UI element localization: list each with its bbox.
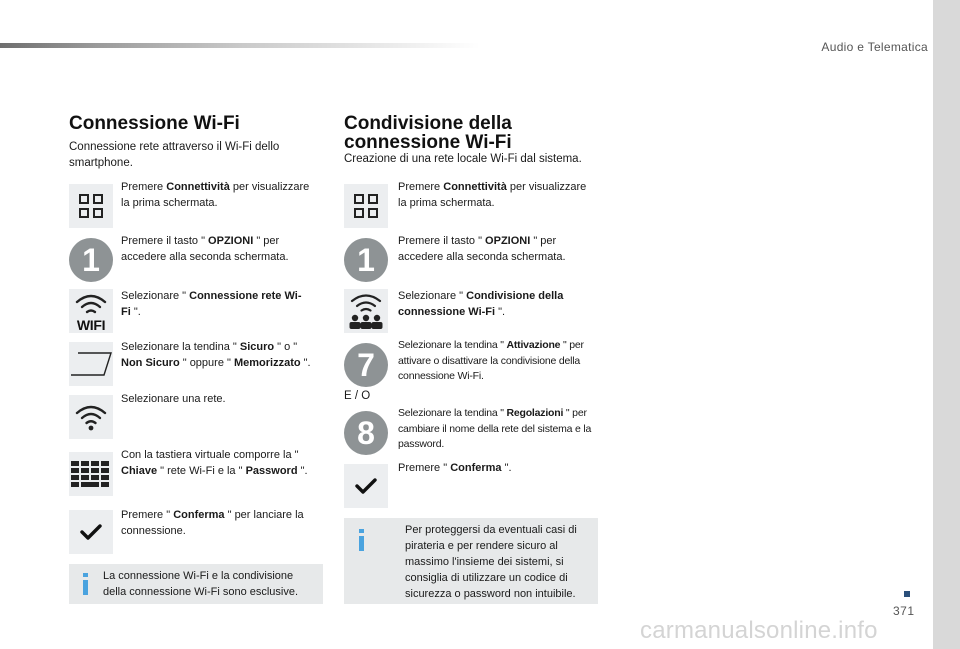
page-edge-strip [933,0,960,649]
wifi-people-icon [344,289,388,333]
right-intro: Creazione di una rete locale Wi-Fi dal sistema. [344,153,582,165]
step-number-badge: 1 [344,238,388,282]
right-info-note [344,518,598,604]
check-icon [69,510,113,554]
info-icon [83,573,88,595]
step-number-badge: 8 [344,411,388,455]
left-note-text: La connessione Wi-Fi e la condivisione della connessione Wi-Fi sono esclusive. [103,570,299,598]
left-step-3-text: Selezionare " Connessione rete Wi-Fi ". [121,290,302,318]
left-title: Connessione Wi-Fi [69,113,240,134]
left-step-6-text: Con la tastiera virtuale comporre la " Chiave " rete Wi-Fi e la " Password ". [121,449,308,477]
toggle-shape-icon [69,342,113,386]
left-step-2-text: Premere il tasto " OPZIONI " per accedere alla seconda schermata. [121,235,289,263]
right-title-line-2: connessione Wi-Fi [344,132,512,153]
right-step-6-text: Premere " Conferma ". [398,462,512,474]
section-title: Audio e Telematica [821,40,928,54]
or-label: E / O [344,390,371,402]
right-step-2-text: Premere il tasto " OPZIONI " per accedere alla seconda schermata. [398,235,566,263]
grid-icon [344,184,388,228]
header-gradient-bar [0,43,480,48]
check-icon [344,464,388,508]
step-number-badge: 1 [69,238,113,282]
left-step-7-text: Premere " Conferma " per lanciare la connessione. [121,509,304,537]
wifi-word-icon [69,289,113,333]
left-info-note [69,564,323,604]
wifi-word-label: WIFI [76,317,106,333]
right-step-1-text: Premere Connettività per visualizzare la prima schermata. [398,181,587,209]
right-step-3-text: Selezionare " Condivisione della connessione Wi-Fi ". [398,290,564,318]
left-step-4-text: Selezionare la tendina " Sicuro " o " Non Sicuro " oppure " Memorizzato ". [121,341,311,369]
keyboard-icon [69,452,113,496]
watermark: carmanualsonline.info [640,617,878,644]
grid-icon [69,184,113,228]
right-step-4-text: Selezionare la tendina " Attivazione " per attivare o disattivare la condivisione della connessione Wi-Fi. [398,339,584,382]
right-step-5-text: Selezionare la tendina " Regolazioni " per cambiare il nome della rete del sistema e la password. [398,407,592,450]
left-intro: Connessione rete attraverso il Wi-Fi dello smartphone. [69,141,280,169]
right-title-line-1: Condivisione della [344,113,512,134]
page-marker [904,591,910,597]
wifi-icon [69,395,113,439]
step-number-badge: 7 [344,343,388,387]
info-icon [359,529,364,551]
right-note-text: Per proteggersi da eventuali casi di pirateria e per rendere sicuro al massimo l'insieme dei sistemi, si consiglia di utilizzare un codice di sicurezza o password non intuibile. [405,524,577,600]
left-step-1-text: Premere Connettività per visualizzare la prima schermata. [121,181,310,209]
page-number: 371 [893,604,915,618]
left-step-5-text: Selezionare una rete. [121,393,226,405]
